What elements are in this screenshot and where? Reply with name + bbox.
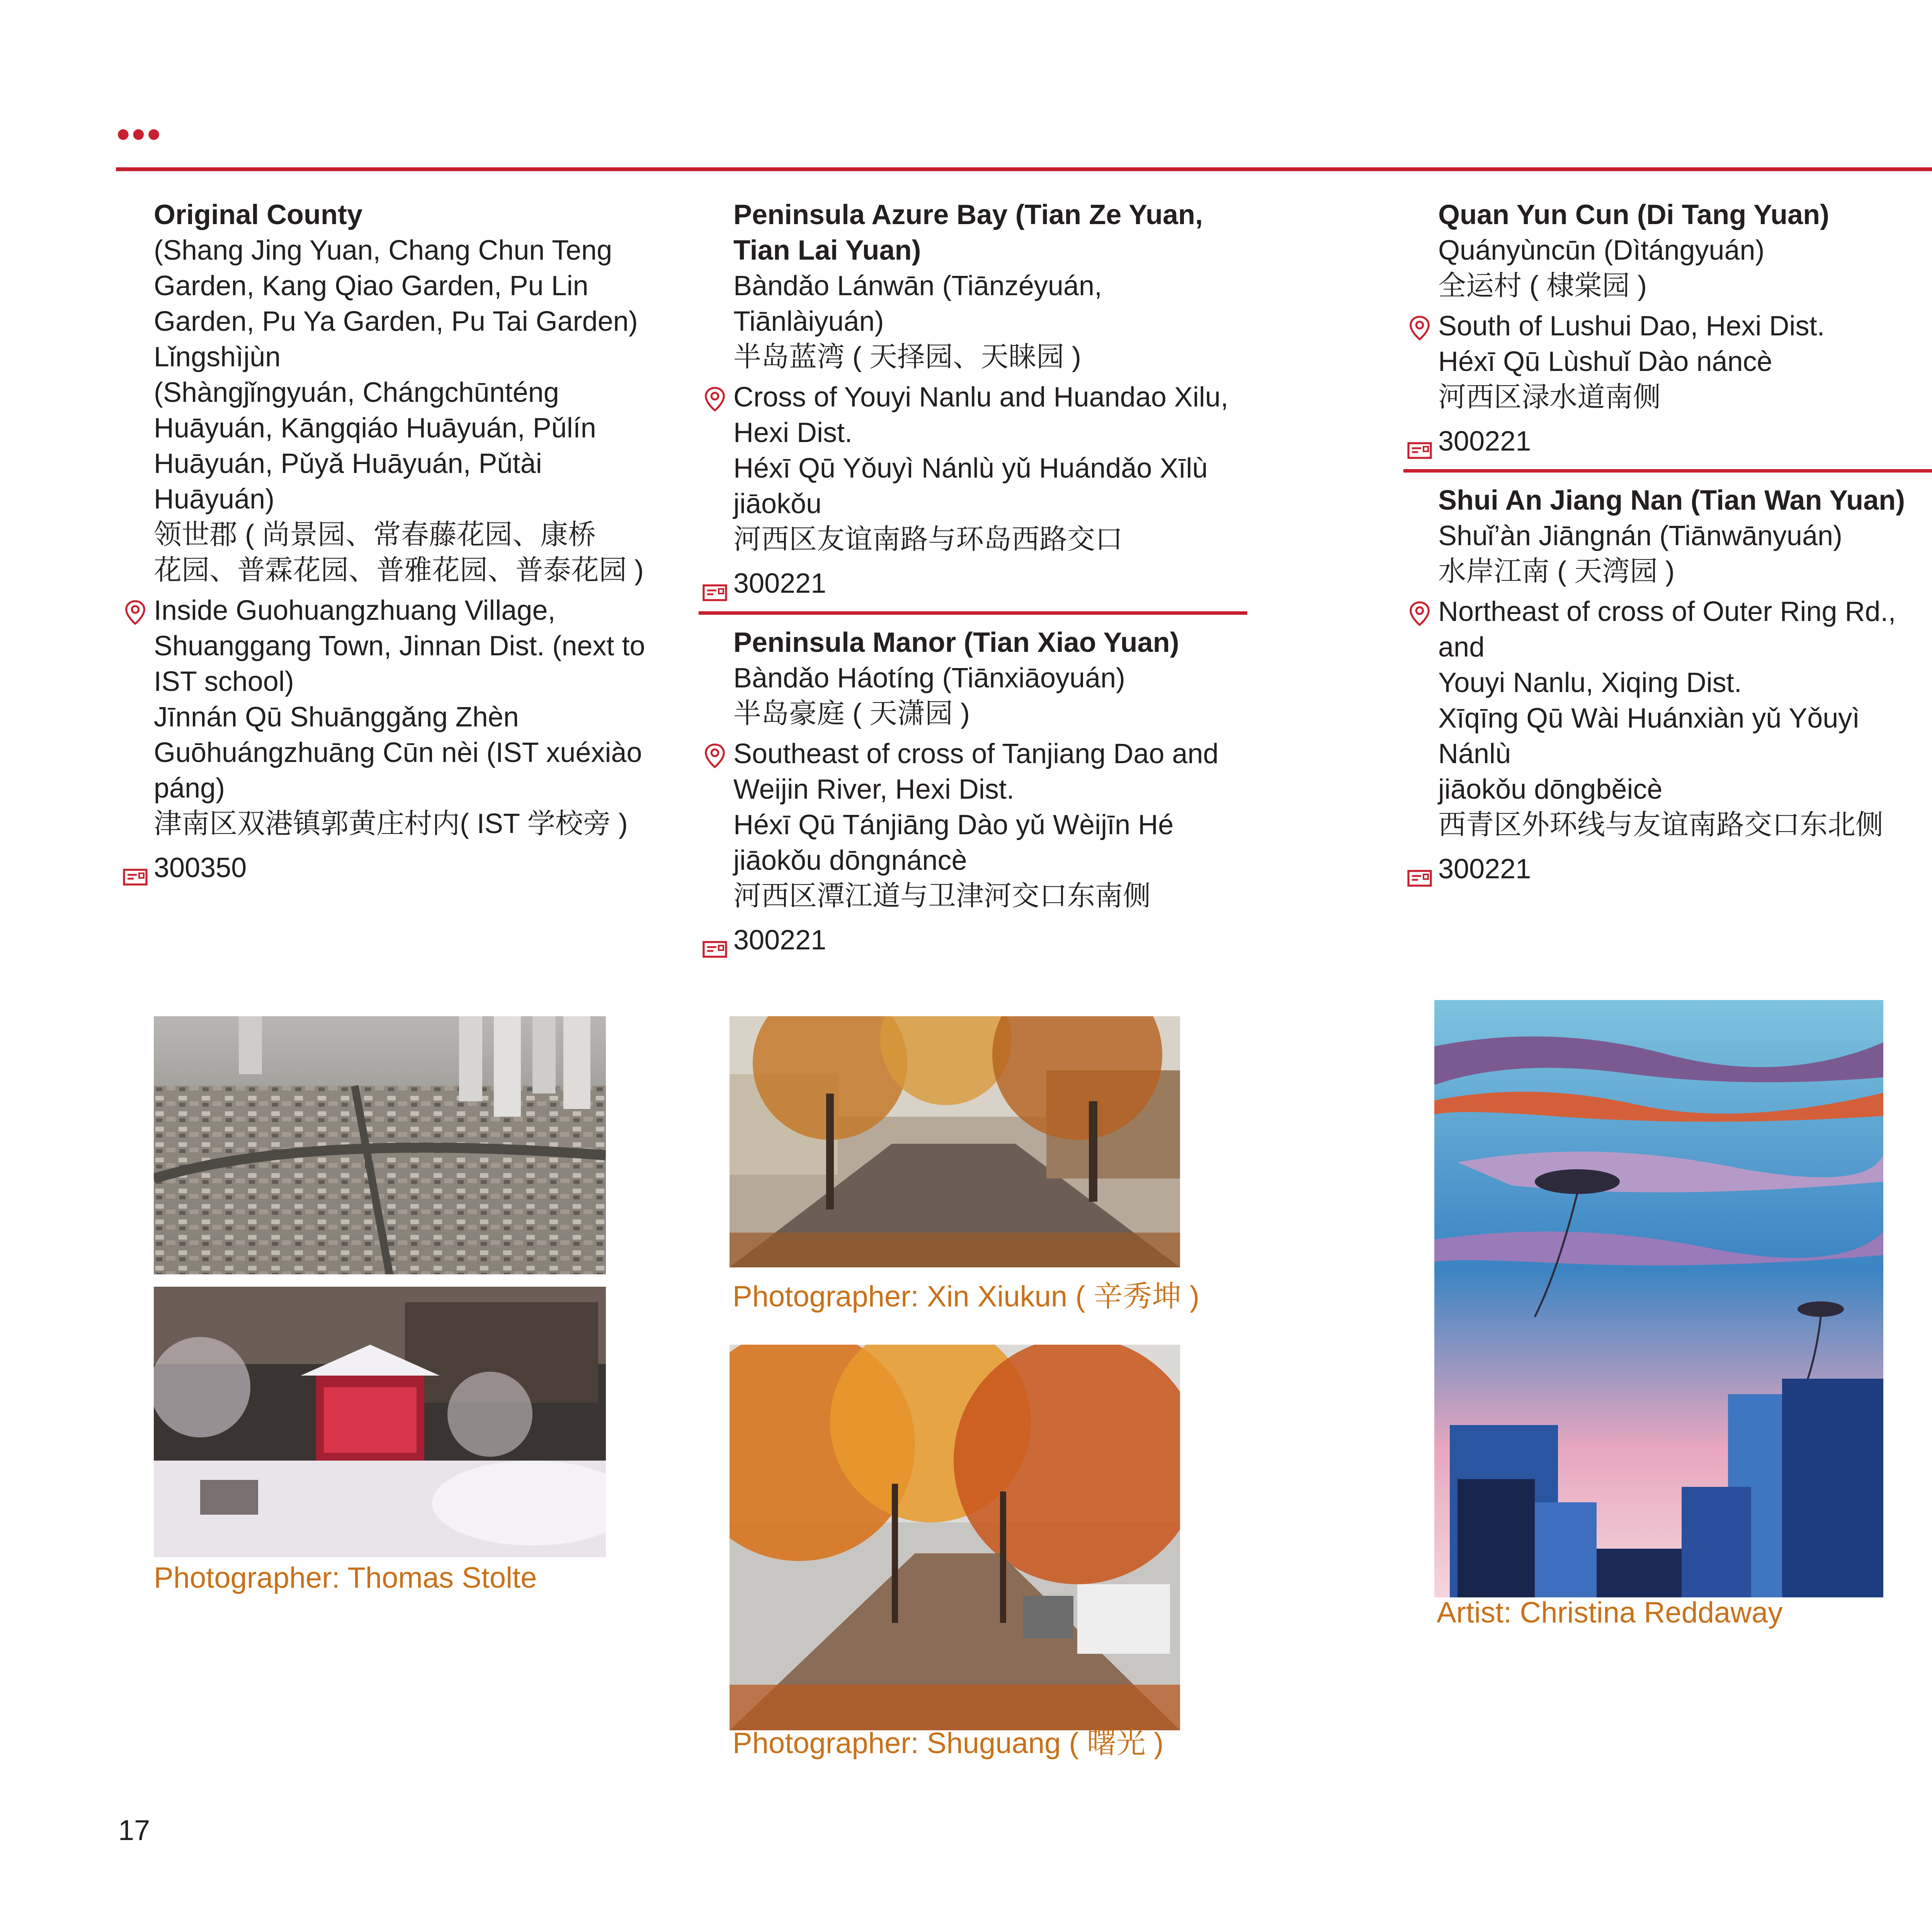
entry-address (1438, 594, 1932, 843)
address-line: 西青区外环线与友谊南路交口东北侧 (1438, 810, 1884, 840)
entry-name-line: Huāyuán) (154, 484, 275, 515)
entry-separator (1403, 469, 1932, 473)
accommodation-entry (1438, 483, 1932, 887)
painting-cityscape (1434, 1000, 1883, 1597)
accommodation-entry (733, 625, 1247, 958)
address-line: Northeast of cross of Outer Ring Rd., and (1438, 596, 1896, 663)
photo-caption-2 (154, 1563, 537, 1593)
address-line: Weijin River, Hexi Dist. (733, 774, 1014, 805)
address-line: Héxī Qū Yǒuyì Nánlù yǔ Huándǎo Xīlù (733, 453, 1208, 484)
accommodation-entry (733, 197, 1247, 601)
address-line: Inside Guohuangzhuang Village, (154, 595, 556, 626)
accommodation-entry (154, 197, 656, 886)
location-pin-icon (704, 385, 726, 410)
address-line: South of Lushui Dao, Hexi Dist. (1438, 311, 1825, 342)
entry-name-line: 领世郡 ( 尚景园、常春藤花园、康桥 (154, 519, 596, 550)
entry-name-line: Lǐngshìjùn (154, 342, 281, 372)
entry-name-line: Tiānlàiyuán) (733, 306, 884, 337)
entry-title: Peninsula Manor (Tian Xiao Yuan) (733, 627, 1179, 658)
entry-name-line: Bàndǎo Háotíng (Tiānxiāoyuán) (733, 663, 1125, 694)
photo-caption-3 (733, 1729, 1163, 1758)
entry-postcode (733, 566, 1247, 601)
address-line: 河西区友谊南路与环岛西路交口 (733, 524, 1123, 555)
address-line: Southeast of cross of Tanjiang Dao and (733, 738, 1219, 769)
postcode-value: 300221 (733, 568, 827, 599)
entry-postcode (733, 922, 1247, 958)
entry-name-line: 半岛豪庭 ( 天潇园 ) (733, 698, 970, 729)
address-line: Shuanggang Town, Jinnan Dist. (next to (154, 631, 645, 662)
accommodation-entry (1438, 197, 1932, 459)
address-line: Héxī Qū Lùshuǐ Dào náncè (1438, 346, 1772, 377)
entry-postcode (154, 850, 656, 886)
location-pin-icon (704, 742, 726, 767)
entry-title: Original County (154, 199, 362, 230)
location-pin-icon (1409, 599, 1430, 625)
entry-name-line: Bàndǎo Lánwān (Tiānzéyuán, (733, 270, 1102, 301)
entry-title-line: Tian Lai Yuan) (733, 235, 921, 266)
postcode-icon (1407, 432, 1432, 449)
entry-name-line: Quányùncūn (Dìtángyuán) (1438, 235, 1765, 266)
entry-name-line: 全运村 ( 棣棠园 ) (1438, 270, 1647, 301)
postcode-value: 300221 (1438, 854, 1531, 884)
postcode-icon (1407, 860, 1432, 877)
painting-caption-text: Artist: Christina Reddaway (1437, 1596, 1783, 1629)
entry-name-line: 水岸江南 ( 天湾园 ) (1438, 556, 1675, 587)
location-pin-icon (1409, 314, 1430, 339)
entry-name-line: 半岛蓝湾 ( 天择园、天睐园 ) (733, 342, 1081, 372)
postcode-icon (123, 859, 148, 876)
entry-address (733, 379, 1247, 557)
entry-name-line: (Shàngjǐngyuán, Chángchūnténg (154, 377, 559, 408)
photo-caption-1 (733, 1282, 1199, 1311)
entry-name-line: Huāyuán, Kāngqiáo Huāyuán, Pǔlín (154, 413, 596, 444)
entry-name-line: 花园、普霖花园、普雅花园、普泰花园 ) (154, 555, 644, 586)
address-line: 河西区渌水道南侧 (1438, 382, 1661, 413)
photo-caption-text: Photographer: Shuguang ( 曙光 ) (733, 1727, 1164, 1760)
entry-title: Quan Yun Cun (Di Tang Yuan) (1438, 199, 1830, 230)
location-pin-icon (124, 598, 146, 624)
photo-snow-pavilion (154, 1287, 606, 1557)
header-dots: ••• (117, 114, 163, 155)
entry-address (154, 593, 656, 842)
photo-caption-text: Photographer: Xin Xiukun ( 辛秀坤 ) (733, 1280, 1200, 1313)
address-line: 津南区双港镇郭黄庄村内( IST 学校旁 ) (154, 808, 628, 839)
address-line: Youyi Nanlu, Xiqing Dist. (1438, 667, 1742, 698)
entry-name-line: Huāyuán, Pǔyǎ Huāyuán, Pǔtài (154, 448, 542, 479)
entry-postcode (1438, 423, 1932, 459)
column-1 (154, 197, 656, 886)
photo-caption-text: Photographer: Thomas Stolte (154, 1561, 537, 1594)
address-line: Xīqīng Qū Wài Huánxiàn yǔ Yǒuyì Nánlù (1438, 703, 1860, 769)
photo-autumn-street-2 (730, 1345, 1180, 1730)
entry-address (1438, 308, 1932, 415)
column-3 (1438, 197, 1932, 887)
address-line: IST school) (154, 666, 294, 697)
postcode-icon (702, 574, 727, 591)
postcode-value: 300350 (154, 852, 247, 883)
entry-separator (699, 611, 1247, 615)
address-line: Hexi Dist. (733, 417, 853, 448)
entry-name-line: Garden, Kang Qiao Garden, Pu Lin (154, 270, 588, 301)
postcode-icon (702, 931, 727, 948)
entry-title-line: Peninsula Azure Bay (Tian Ze Yuan, (733, 199, 1203, 230)
address-line: jiāokǒu dōngběicè (1438, 774, 1663, 805)
entry-name-line: Garden, Pu Ya Garden, Pu Tai Garden) (154, 306, 638, 337)
address-line: 河西区潭江道与卫津河交口东南侧 (733, 881, 1151, 912)
photo-autumn-street-1 (730, 1016, 1180, 1267)
column-2 (733, 197, 1247, 958)
address-line: Héxī Qū Tánjiāng Dào yǔ Wèijīn Hé (733, 810, 1174, 840)
entry-name-line: (Shang Jing Yuan, Chang Chun Teng (154, 235, 612, 266)
address-line: jiāokǒu (733, 488, 822, 519)
entry-postcode (1438, 851, 1932, 887)
address-line: jiāokǒu dōngnáncè (733, 845, 967, 876)
address-line: Cross of Youyi Nanlu and Huandao Xilu, (733, 382, 1228, 413)
header-rule (116, 167, 1932, 171)
address-line: páng) (154, 773, 225, 804)
painting-caption (1437, 1598, 1782, 1628)
address-line: Jīnnán Qū Shuānggǎng Zhèn (154, 702, 519, 733)
page-number-left: 17 (118, 1814, 150, 1846)
entry-name-line: Shuǐ’àn Jiāngnán (Tiānwānyuán) (1438, 520, 1843, 551)
address-line: Guōhuángzhuāng Cūn nèi (IST xuéxiào (154, 737, 642, 768)
photo-aerial-residential (154, 1016, 606, 1274)
postcode-value: 300221 (1438, 426, 1531, 457)
postcode-value: 300221 (733, 925, 827, 956)
entry-title: Shui An Jiang Nan (Tian Wan Yuan) (1438, 485, 1905, 516)
entry-address (733, 736, 1247, 914)
